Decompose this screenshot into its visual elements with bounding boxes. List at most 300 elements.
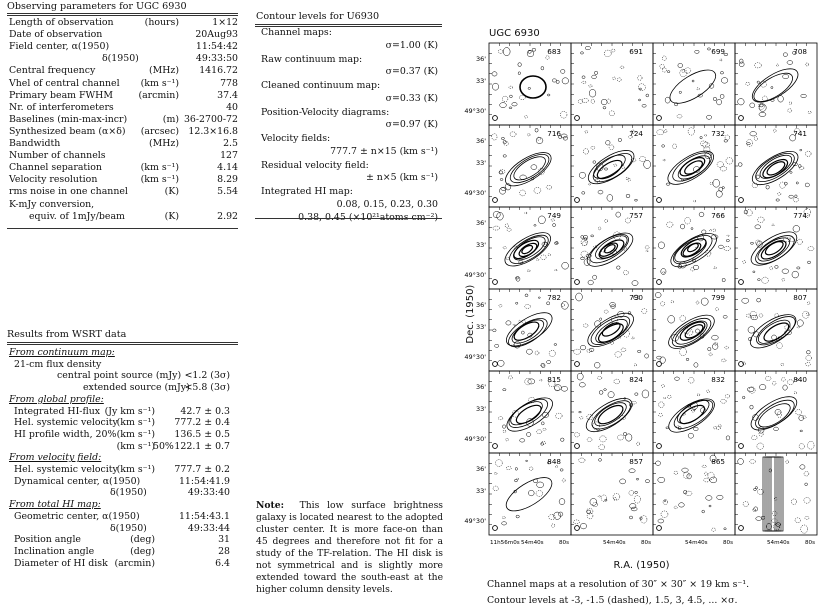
noise-contour	[498, 417, 503, 420]
results-section-head: From global profile:	[9, 393, 104, 405]
channel-map-grid	[462, 38, 821, 563]
noise-contour	[617, 78, 621, 82]
noise-contour	[590, 498, 597, 505]
results-value: 11:54:41.9	[178, 475, 230, 487]
galaxy-contour	[747, 62, 803, 108]
noise-contour	[526, 460, 528, 461]
noise-contour	[702, 230, 706, 234]
noise-contour	[629, 469, 635, 473]
noise-contour	[559, 499, 565, 505]
noise-contour	[691, 228, 693, 230]
noise-contour	[666, 427, 669, 429]
noise-contour	[707, 48, 710, 50]
noise-contour	[695, 50, 699, 53]
obs-row	[7, 65, 238, 77]
channel-velocity-label: 832	[711, 375, 725, 384]
noise-contour	[702, 510, 705, 513]
contour-title: Contour levels for U6930	[256, 11, 380, 22]
contour-value: σ=0.37 (K)	[385, 66, 438, 77]
noise-contour	[795, 518, 801, 523]
noise-contour	[634, 364, 636, 367]
beam-marker	[493, 526, 498, 531]
noise-contour	[786, 460, 789, 463]
results-row	[7, 406, 238, 418]
results-value: 49:33:40	[187, 487, 230, 499]
obs-label: rms noise in one channel	[9, 186, 128, 198]
noise-contour	[561, 134, 567, 138]
noise-contour	[684, 490, 687, 494]
noise-contour	[688, 433, 693, 438]
noise-contour	[591, 235, 594, 237]
noise-contour	[583, 324, 588, 327]
results-row	[7, 429, 238, 441]
noise-contour	[706, 115, 711, 119]
noise-contour	[579, 411, 582, 413]
results-label: 50%	[153, 440, 174, 452]
results-unit: (km s⁻¹)	[116, 417, 155, 429]
galaxy-contour	[583, 307, 639, 353]
channel-velocity-label: 757	[629, 211, 643, 220]
noise-contour	[743, 502, 749, 507]
noise-contour	[799, 444, 804, 449]
noise-contour	[694, 427, 699, 430]
noise-contour	[721, 399, 727, 403]
noise-contour	[639, 88, 641, 90]
obs-row	[7, 211, 238, 223]
obs-row	[7, 114, 238, 126]
noise-contour	[709, 229, 712, 231]
noise-contour	[629, 516, 632, 519]
x-tick-label: 80s	[641, 540, 652, 546]
results-value: 31	[218, 534, 230, 546]
beam-marker	[739, 444, 744, 449]
noise-contour	[500, 179, 503, 181]
galaxy-contour	[514, 402, 544, 427]
noise-contour	[617, 435, 624, 440]
noise-contour	[712, 335, 719, 340]
results-label: δ(1950)	[110, 487, 147, 499]
noise-contour	[724, 528, 726, 530]
obs-row	[7, 162, 238, 174]
obs-row	[7, 29, 238, 41]
noise-contour	[604, 219, 607, 222]
noise-contour	[626, 434, 632, 441]
noise-contour	[509, 107, 512, 109]
noise-contour	[528, 87, 531, 89]
noise-contour	[541, 442, 544, 445]
noise-contour	[613, 164, 616, 166]
noise-contour	[748, 327, 755, 334]
obs-unit: (arcsec)	[140, 125, 179, 137]
noise-contour	[724, 246, 730, 250]
channel-velocity-label: 716	[547, 129, 561, 138]
noise-contour	[783, 53, 787, 57]
noise-contour	[702, 465, 706, 468]
noise-contour	[501, 137, 504, 139]
noise-contour	[583, 149, 588, 154]
noise-contour	[738, 458, 744, 464]
noise-contour	[757, 443, 764, 449]
contour-value: 0.38, 0.45 (×10²¹atoms cm⁻²)	[298, 211, 438, 223]
noise-contour	[726, 239, 729, 242]
obs-row	[7, 126, 238, 138]
obs-label: Baselines (min-max-incr)	[9, 113, 128, 125]
noise-contour	[688, 128, 694, 135]
obs-title: Observing parameters for UGC 6930	[7, 1, 187, 12]
obs-label: Length of observation	[9, 17, 114, 28]
noise-contour	[642, 390, 649, 398]
beam-marker	[493, 280, 498, 285]
results-unit: (km s⁻¹)	[116, 464, 155, 475]
noise-contour	[686, 358, 689, 360]
noise-contour	[774, 427, 779, 431]
x-tick-label: 80s	[723, 540, 734, 546]
noise-contour	[725, 135, 730, 140]
noise-contour	[527, 270, 530, 272]
noise-contour	[503, 430, 506, 432]
results-label: Dynamical center, α(1950)	[14, 475, 141, 487]
noise-contour	[662, 272, 664, 274]
noise-contour	[661, 268, 666, 274]
strip-contour	[769, 457, 777, 531]
results-unit: (km s⁻¹)	[116, 428, 155, 440]
y-tick-label: 33'	[475, 487, 486, 495]
noise-contour	[510, 132, 516, 137]
obs-unit: (MHz)	[148, 138, 179, 149]
beam-marker	[739, 198, 744, 203]
noise-contour	[546, 56, 549, 60]
noise-contour	[552, 79, 556, 82]
noise-contour	[659, 402, 664, 408]
results-label: Geometric center, α(1950)	[14, 510, 140, 522]
noise-contour	[775, 409, 781, 414]
noise-contour	[672, 144, 676, 149]
noise-contour	[609, 145, 614, 150]
noise-contour	[492, 83, 498, 90]
obs-row	[7, 138, 238, 150]
beam-marker	[575, 444, 580, 449]
obs-value: 2.92	[217, 210, 238, 222]
noise-contour	[588, 280, 593, 285]
noise-contour	[773, 129, 776, 132]
noise-contour	[599, 445, 605, 450]
channel-velocity-label: 857	[629, 457, 643, 466]
noise-contour	[537, 430, 542, 434]
figure-title: UGC 6930	[489, 28, 540, 39]
noise-contour	[495, 344, 499, 347]
noise-contour	[750, 242, 753, 244]
noise-contour	[806, 362, 811, 366]
noise-contour	[665, 97, 670, 103]
noise-contour	[646, 250, 648, 251]
noise-contour	[538, 216, 545, 224]
channel-velocity-label: 699	[711, 47, 725, 56]
noise-contour	[631, 507, 637, 511]
noise-contour	[524, 116, 527, 119]
y-tick-label: 49°30'	[464, 517, 486, 525]
channel-velocity-label: 724	[629, 129, 643, 138]
noise-contour	[578, 99, 582, 103]
noise-contour	[604, 310, 608, 313]
noise-contour	[615, 352, 621, 358]
obs-unit: (km s⁻¹)	[140, 77, 179, 89]
noise-contour	[750, 132, 757, 136]
noise-contour	[634, 496, 640, 503]
results-value: <5.8 (3σ)	[184, 382, 230, 394]
noise-contour	[493, 329, 497, 332]
obs-label: Date of observation	[9, 29, 103, 41]
noise-contour	[662, 145, 665, 148]
results-row	[7, 441, 238, 453]
noise-contour	[696, 301, 699, 304]
channel-velocity-label: 790	[629, 293, 643, 302]
noise-contour	[722, 278, 725, 281]
noise-contour	[554, 385, 561, 391]
noise-contour	[593, 275, 597, 279]
noise-contour	[499, 187, 505, 194]
obs-row	[7, 150, 238, 162]
noise-contour	[789, 195, 794, 198]
contour-value: σ=1.00 (K)	[385, 39, 438, 51]
obs-row	[7, 41, 238, 53]
noise-contour	[739, 62, 744, 67]
contour-bottom-rule	[255, 218, 442, 219]
y-tick-label: 36'	[475, 219, 486, 227]
noise-contour	[805, 183, 809, 187]
results-row	[7, 558, 238, 570]
noise-contour	[609, 111, 615, 116]
noise-contour	[688, 377, 694, 383]
galaxy-contour	[677, 154, 707, 179]
noise-contour	[528, 379, 535, 384]
noise-contour	[738, 163, 742, 167]
x-tick-label: 54m40s	[603, 540, 626, 546]
noise-contour	[521, 331, 524, 334]
noise-contour	[776, 522, 780, 527]
y-tick-label: 33'	[475, 405, 486, 413]
noise-contour	[600, 318, 602, 321]
galaxy-contour	[504, 313, 551, 352]
beam-marker	[493, 198, 498, 203]
noise-contour	[695, 329, 699, 333]
galaxy-contour	[664, 392, 720, 438]
results-unit: (km s⁻¹)	[116, 440, 155, 452]
noise-contour	[529, 467, 533, 471]
noise-contour	[759, 432, 763, 437]
noise-contour	[503, 155, 506, 157]
noise-contour	[561, 69, 565, 73]
noise-contour	[716, 426, 720, 429]
noise-contour	[678, 63, 683, 67]
noise-contour	[713, 426, 716, 428]
results-row	[7, 534, 238, 546]
obs-label: K-mJy conversion,	[9, 198, 95, 210]
noise-contour	[581, 257, 585, 260]
noise-contour	[560, 469, 563, 471]
noise-contour	[621, 348, 626, 352]
noise-contour	[713, 97, 716, 100]
noise-contour	[496, 460, 503, 467]
noise-contour	[750, 103, 755, 108]
noise-contour	[667, 71, 670, 73]
noise-contour	[725, 394, 729, 398]
noise-contour	[645, 480, 649, 483]
noise-contour	[518, 72, 520, 75]
galaxy-contour	[672, 316, 711, 348]
noise-contour	[576, 293, 583, 301]
noise-contour	[598, 376, 602, 379]
noise-contour	[594, 71, 597, 74]
noise-contour	[549, 514, 556, 519]
noise-contour	[704, 478, 710, 482]
noise-contour	[772, 224, 774, 226]
obs-value: 49:33:50	[195, 53, 238, 65]
noise-contour	[723, 315, 727, 318]
noise-contour	[806, 313, 809, 316]
noise-contour	[555, 413, 562, 418]
noise-contour	[801, 94, 807, 97]
results-section-head: From continuum map:	[9, 347, 115, 358]
noise-contour	[746, 139, 752, 146]
noise-contour	[720, 94, 724, 98]
noise-contour	[703, 142, 710, 148]
note-label: Note:	[256, 500, 285, 511]
results-row	[7, 511, 238, 523]
noise-contour	[561, 438, 565, 441]
results-label: Diameter of HI disk	[14, 557, 108, 569]
channel-velocity-label: 848	[547, 457, 561, 466]
noise-contour	[658, 519, 664, 523]
noise-contour	[635, 491, 638, 493]
noise-contour	[738, 99, 745, 105]
results-row	[7, 382, 238, 394]
results-value: 777.7 ± 0.2	[174, 464, 230, 475]
figure-caption-line1: Channel maps at a resolution of 30″ × 30″ × 19 km s⁻¹.	[487, 579, 750, 590]
contour-value: σ=0.97 (K)	[385, 119, 438, 130]
noise-contour	[551, 524, 554, 527]
results-unit: (deg)	[130, 534, 155, 546]
y-tick-label: 49°30'	[464, 435, 486, 443]
noise-contour	[574, 432, 579, 437]
noise-contour	[656, 461, 661, 466]
noise-contour	[781, 363, 784, 366]
noise-contour	[636, 478, 638, 480]
noise-contour	[659, 413, 663, 417]
noise-contour	[715, 308, 718, 311]
noise-contour	[585, 46, 590, 49]
noise-contour	[607, 195, 613, 202]
contour-value: ± n×5 (km s⁻¹)	[365, 172, 438, 183]
noise-contour	[599, 459, 602, 462]
noise-contour	[725, 346, 729, 349]
noise-contour	[772, 519, 778, 523]
results-label: Integrated HI-flux	[14, 405, 101, 417]
beam-marker	[575, 116, 580, 121]
noise-contour	[579, 458, 585, 462]
beam-marker	[493, 362, 498, 367]
noise-contour	[520, 439, 525, 443]
noise-contour	[555, 269, 557, 271]
obs-value: 36-2700-72	[183, 113, 238, 125]
beam-marker	[575, 526, 580, 531]
channel-velocity-label: 799	[711, 293, 725, 302]
noise-contour	[789, 102, 791, 105]
noise-contour	[506, 321, 511, 325]
noise-contour	[782, 378, 786, 382]
noise-contour	[614, 379, 620, 384]
noise-contour	[601, 99, 607, 104]
results-row	[7, 546, 238, 558]
galaxy-contour	[502, 391, 558, 437]
noise-contour	[620, 66, 624, 69]
noise-contour	[747, 387, 754, 392]
channel-velocity-label: 766	[711, 211, 725, 220]
noise-contour	[620, 479, 626, 484]
contour-value: 0.08, 0.15, 0.23, 0.30	[336, 198, 438, 210]
noise-contour	[662, 384, 665, 387]
primary-beam-circle	[520, 76, 546, 98]
results-label: δ(1950)	[110, 522, 147, 534]
noise-contour	[535, 128, 538, 132]
noise-contour	[542, 364, 545, 368]
y-tick-label: 36'	[475, 465, 486, 473]
noise-contour	[635, 199, 638, 201]
noise-contour	[538, 297, 540, 298]
noise-contour	[513, 324, 515, 326]
noise-contour	[721, 359, 726, 362]
noise-contour	[794, 392, 797, 394]
obs-value: 2.5	[223, 138, 238, 149]
results-unit: (arcmin)	[114, 557, 155, 569]
channel-velocity-label: 741	[793, 129, 807, 138]
noise-contour	[509, 86, 513, 89]
channel-velocity-label: 691	[629, 47, 643, 56]
noise-contour	[679, 91, 681, 93]
y-tick-label: 49°30'	[464, 353, 486, 361]
noise-contour	[755, 225, 761, 229]
beam-marker	[657, 280, 662, 285]
noise-contour	[593, 502, 598, 506]
noise-contour	[591, 146, 595, 149]
channel-velocity-label: 683	[547, 47, 561, 56]
noise-contour	[692, 80, 694, 82]
results-label: Hel. systemic velocity	[14, 417, 118, 429]
noise-contour	[582, 98, 588, 102]
noise-contour	[716, 191, 722, 198]
noise-contour	[793, 225, 800, 232]
noise-contour	[645, 354, 649, 358]
noise-contour	[518, 63, 522, 67]
obs-label: Vhel of central channel	[9, 77, 120, 89]
noise-contour	[726, 157, 733, 164]
noise-contour	[797, 239, 802, 244]
results-row	[7, 464, 238, 476]
noise-contour	[499, 304, 502, 307]
strip-contour	[765, 457, 781, 531]
y-tick-label: 36'	[475, 55, 486, 63]
noise-contour	[746, 210, 752, 216]
noise-contour	[579, 417, 582, 419]
noise-contour	[756, 175, 759, 179]
channel-velocity-label: 774	[793, 211, 807, 220]
noise-contour	[531, 165, 537, 170]
noise-contour	[757, 298, 761, 302]
noise-contour	[498, 360, 505, 366]
noise-contour	[548, 254, 551, 256]
noise-contour	[726, 436, 730, 440]
noise-contour	[500, 103, 507, 108]
galaxy-contour	[603, 243, 616, 254]
